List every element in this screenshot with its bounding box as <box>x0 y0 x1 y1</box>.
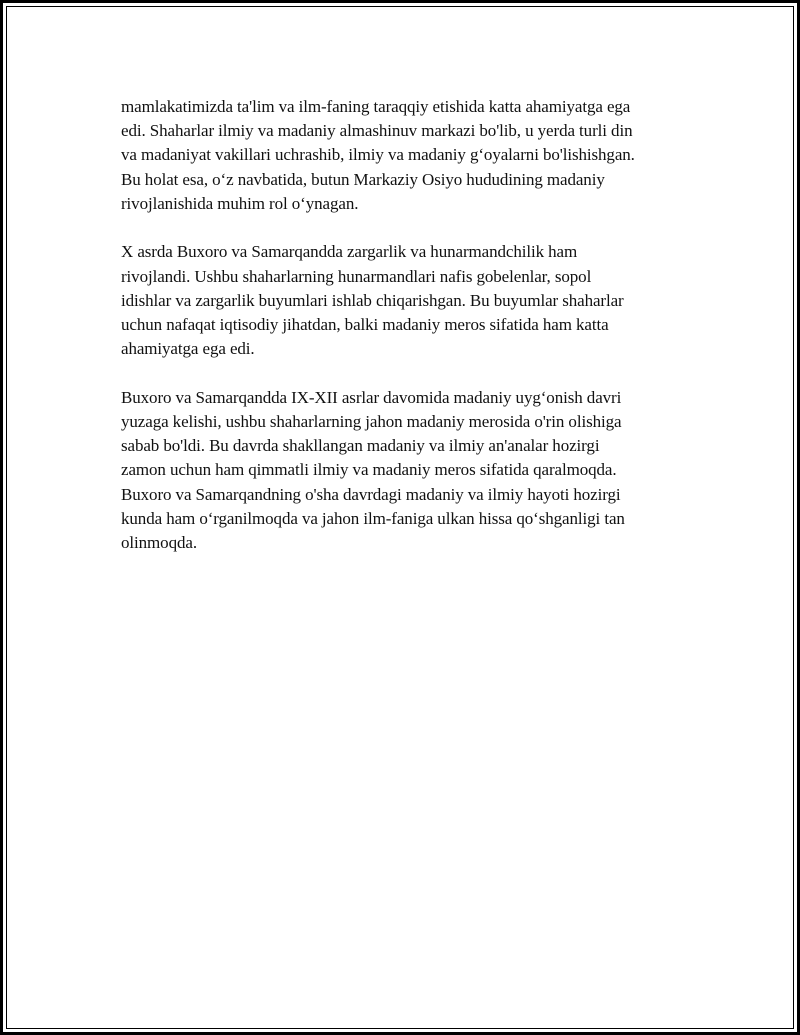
text-line: rivojlandi. Ushbu shaharlarning hunarmandlari nafis gobelenlar, sopol <box>121 266 592 286</box>
paragraph-2 <box>121 240 701 361</box>
text-line: Buxoro va Samarqandning o'sha davrdagi madaniy va ilmiy hayoti hozirgi <box>121 484 621 504</box>
text-line: mamlakatimizda ta'lim va ilm-faning taraqqiy etishida katta ahamiyatga ega <box>121 97 631 116</box>
text-line: va madaniyat vakillari uchrashib, ilmiy va madaniy gʻoyalarni bo'lishishgan. <box>121 145 635 165</box>
text-line: Buxoro va Samarqandda IX-XII asrlar davomida madaniy uygʻonish davri <box>121 387 622 407</box>
text-line: idishlar va zargarlik buyumlari ishlab chiqarishgan. Bu buyumlar shaharlar <box>121 290 624 310</box>
text-line: zamon uchun ham qimmatli ilmiy va madaniy meros sifatida qaralmoqda. <box>121 460 617 480</box>
text-line: rivojlanishida muhim rol oʻynagan. <box>121 193 359 213</box>
text-line: uchun nafaqat iqtisodiy jihatdan, balki madaniy meros sifatida ham katta <box>121 315 609 335</box>
paragraph-3 <box>121 386 701 555</box>
text-line: Bu holat esa, oʻz navbatida, butun Markaziy Osiyo hududining madaniy <box>121 169 605 189</box>
paragraph-1 <box>121 95 701 216</box>
text-line: ahamiyatga ega edi. <box>121 339 255 359</box>
text-line: X asrda Buxoro va Samarqandda zargarlik va hunarmandchilik ham <box>121 242 578 262</box>
text-line: sabab bo'ldi. Bu davrda shakllangan madaniy va ilmiy an'analar hozirgi <box>121 436 600 456</box>
text-line: edi. Shaharlar ilmiy va madaniy almashinuv markazi bo'lib, u yerda turli din <box>121 121 633 141</box>
text-line: olinmoqda. <box>121 533 197 553</box>
text-line: yuzaga kelishi, ushbu shaharlarning jahon madaniy merosida o'rin olishiga <box>121 412 622 432</box>
document-body <box>121 95 701 580</box>
text-line: kunda ham oʻrganilmoqda va jahon ilm-faniga ulkan hissa qoʻshganligi tan <box>121 508 625 528</box>
